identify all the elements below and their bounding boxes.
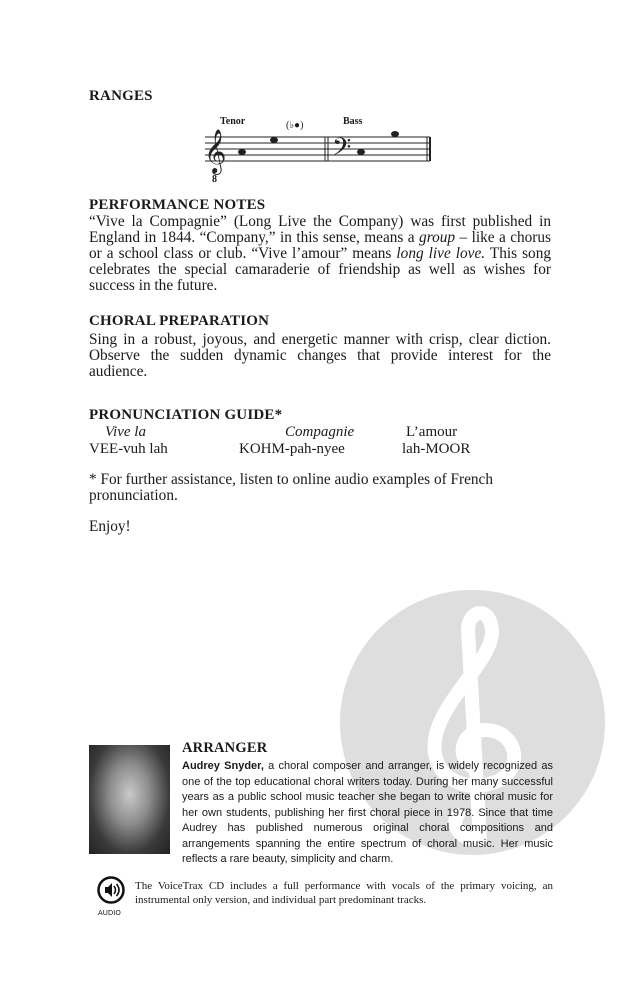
word: Vive la [105,424,146,440]
svg-text:𝄞: 𝄞 [204,129,227,173]
arranger-photo [89,745,170,854]
audio-section [89,876,553,918]
performance-notes-heading: PERFORMANCE NOTES [89,197,266,213]
pronunciation-heading: PRONUNCIATION GUIDE* [89,407,283,423]
arranger-section [89,739,553,918]
choral-preparation-text: Sing in a robust, joyous, and energetic manner with crisp, clear diction. Observe the sudden dynamic changes that provide interest for the audience. [89,331,551,380]
octave-mark: 8 [212,174,217,185]
optional-note: (♭●) [286,120,304,131]
performance-notes-text: “Vive la Compagnie” (Long Live the Company) was first published in England in 1844. “Company,” in this sense, means a group – like a chorus or a school class or club. “Vive l’amour” means long live love. This song celebrates the special camaraderie of friendship as well as wishes for success in the future. [89,213,552,294]
audio-note: The VoiceTrax CD includes a full performance with vocals of the primary voicing, an instrumental only version, and individual part predominant tracks. [135,879,553,906]
arranger-heading: ARRANGER [182,740,268,756]
arranger-bio: Audrey Snyder, a choral composer and arranger, is widely recognized as one of the top educational choral writers today. During her many successful years as a public school music teacher she began to write choral music for her own students, publishing her first choral piece in 1978. Since that time Audrey has published numerous original choral compositions and arrangements spanning the entire spectrum of choral music. Her music reflects a rare beauty, simplicity and charm. [182,760,553,865]
pronunciation-sounds-row [89,441,509,458]
audio-icon-label: AUDIO [98,908,121,917]
closing-text: Enjoy! [89,518,131,535]
tenor-label: Tenor [220,116,246,127]
pronunciation-table [89,424,509,458]
main-column [89,87,551,535]
audio-icon [97,876,135,909]
pronunciation-words-row [89,424,509,441]
choral-preparation-heading: CHORAL PREPARATION [89,313,270,329]
vocal-range-staff [200,112,440,187]
sound: lah-MOOR [402,441,471,457]
svg-text:𝄢: 𝄢 [332,133,352,168]
pronunciation-footnote: * For further assistance, listen to online audio examples of French pronunciation. [89,471,493,504]
sound: KOHM-pah-nyee [239,441,345,457]
ranges-heading: RANGES [89,88,153,104]
word: L’amour [406,424,458,440]
sound: VEE-vuh lah [89,441,168,457]
bass-label: Bass [343,116,363,127]
word: Compagnie [285,424,355,440]
